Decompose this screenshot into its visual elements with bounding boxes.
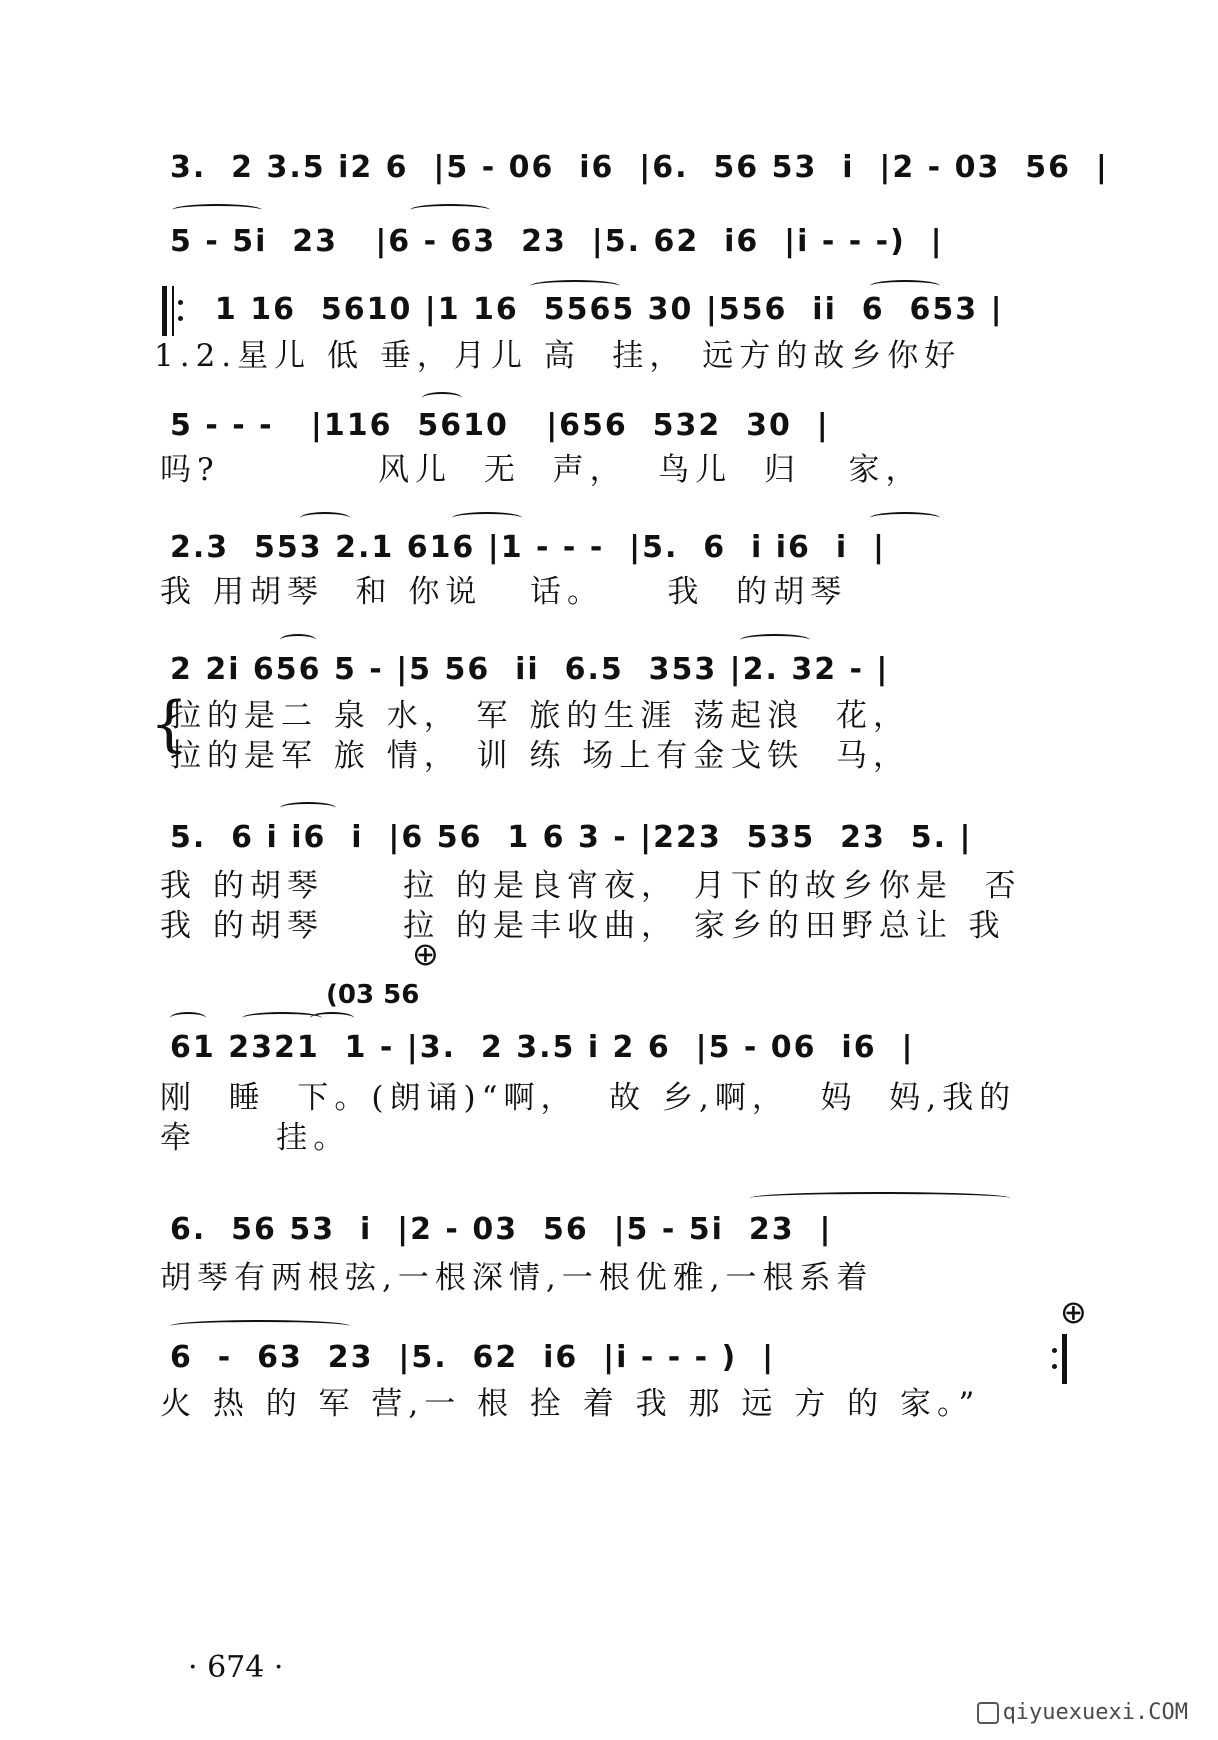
page-number: · 674 · bbox=[188, 1650, 284, 1685]
slur bbox=[870, 512, 940, 524]
slur bbox=[280, 802, 336, 814]
slur bbox=[530, 280, 620, 292]
site-watermark bbox=[977, 1700, 1188, 1725]
notation-line: 5 - 5i 23 |6 - 63 23 |5. 62 i6 |i - - -) | bbox=[170, 224, 944, 259]
slur bbox=[452, 512, 522, 524]
lyric-line: 我 用胡琴 和 你说 话。 我 的胡琴 bbox=[160, 574, 848, 610]
lyric-line: 吗? 风儿 无 声， 鸟儿 归 家， bbox=[160, 452, 923, 488]
score-system-4 bbox=[160, 396, 1090, 506]
notation-line: 5 - - - |116 5610 |656 532 30 | bbox=[170, 408, 830, 443]
lyric-line: 火 热 的 军 营,一 根 拴 着 我 那 远 方 的 家。” bbox=[160, 1386, 981, 1422]
slur bbox=[750, 1192, 1010, 1204]
lyric-line: 胡琴有两根弦,一根深情,一根优雅,一根系着 bbox=[160, 1260, 874, 1296]
repeat-dot bbox=[1052, 1348, 1057, 1353]
coda-sign-icon: ⊕ bbox=[1060, 1293, 1087, 1331]
slur bbox=[740, 634, 810, 646]
repeat-dot bbox=[178, 300, 183, 305]
verse-brace: { bbox=[150, 689, 189, 759]
lyric-line: 牵 挂。 bbox=[160, 1120, 351, 1156]
notation-line: 6 - 63 23 |5. 62 i6 |i - - - ) | bbox=[170, 1340, 776, 1375]
repeat-start-barline bbox=[162, 286, 167, 336]
score-system-1 bbox=[170, 138, 1109, 208]
score-system-3 bbox=[154, 280, 1090, 390]
score-system-8 bbox=[160, 1018, 1090, 1168]
coda-sign-icon: ⊕ bbox=[412, 935, 439, 973]
notation-line: 2 2i 656 5 - |5 56 ii 6.5 353 |2. 32 - | bbox=[170, 652, 890, 687]
lyric-line: 拉的是二 泉 水， 军 旅的生涯 荡起浪 花， bbox=[170, 698, 910, 734]
lyric-line: 拉的是军 旅 情， 训 练 场上有金戈铁 马， bbox=[170, 738, 910, 774]
lyric-line: 1.2.星儿 低 垂，月儿 高 挂， 远方的故乡你好 bbox=[154, 338, 962, 374]
slur bbox=[870, 280, 940, 292]
notation-line: 3. 2 3.5 i2 6 |5 - 06 i6 |6. 56 53 i |2 - 03 56 | bbox=[170, 150, 1109, 185]
repeat-end-barline bbox=[1062, 1334, 1067, 1384]
score-system-5 bbox=[160, 518, 1090, 628]
repeat-dot bbox=[178, 316, 183, 321]
score-system-9 bbox=[160, 1200, 1090, 1310]
score-system-2 bbox=[170, 212, 1090, 282]
score-system-7 bbox=[160, 808, 1090, 958]
slur bbox=[300, 512, 350, 524]
lyric-line: 我 的胡琴 拉 的是良宵夜， 月下的故乡你是 否 bbox=[160, 868, 1022, 904]
repeat-start-barline-thin bbox=[172, 286, 174, 336]
slur bbox=[170, 1012, 206, 1024]
slur bbox=[280, 634, 316, 646]
slur bbox=[422, 392, 462, 404]
repeat-dot bbox=[1052, 1364, 1057, 1369]
notation-line: 61 2321 1 - |3. 2 3.5 i 2 6 |5 - 06 i6 | bbox=[170, 1030, 915, 1065]
slur bbox=[410, 204, 490, 216]
score-system-10 bbox=[160, 1328, 1090, 1438]
watermark-logo-icon bbox=[977, 1702, 999, 1724]
slur bbox=[170, 1320, 350, 1332]
notation-line: 6. 56 53 i |2 - 03 56 |5 - 5i 23 | bbox=[170, 1212, 833, 1247]
slur bbox=[172, 204, 262, 216]
intro-marker: (03 56 bbox=[326, 980, 420, 1010]
notation-line: 5. 6 i i6 i |6 56 1 6 3 - |223 535 23 5. | bbox=[170, 820, 973, 855]
watermark-text: qiyuexuexi.COM bbox=[1002, 1700, 1188, 1725]
notation-line: 1 16 5610 |1 16 5565 30 |556 ii 6 653 | bbox=[190, 292, 1004, 327]
lyric-line: 我 的胡琴 拉 的是丰收曲， 家乡的田野总让 我 bbox=[160, 908, 1006, 944]
notation-line: 2.3 553 2.1 616 |1 - - - |5. 6 i i6 i | bbox=[170, 530, 886, 565]
slur bbox=[310, 1012, 354, 1024]
score-system-6 bbox=[150, 640, 1090, 790]
lyric-line: 刚 睡 下。(朗诵)“啊， 故 乡,啊， 妈 妈,我的 bbox=[160, 1080, 1017, 1116]
